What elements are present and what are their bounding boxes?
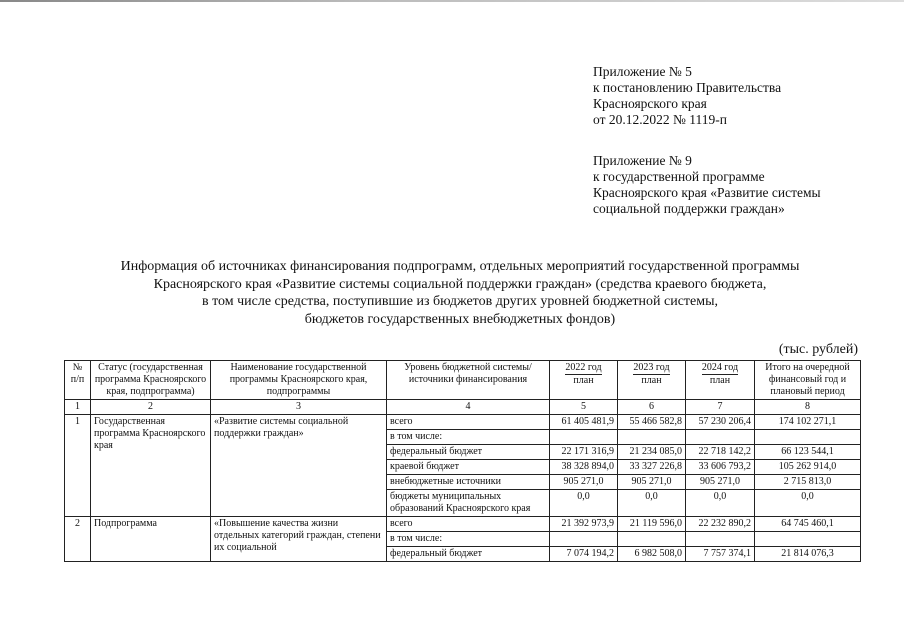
block1-total: 0,0 [755, 490, 861, 517]
block2-v2022 [550, 532, 618, 547]
table-row [65, 415, 861, 430]
document-title [60, 258, 860, 328]
block1-level: внебюджетные источники [387, 475, 550, 490]
block1-level: в том числе: [387, 430, 550, 445]
block2-name: «Повышение качества жизни отдельных категорий граждан, степени их социальной [211, 517, 387, 562]
block1-level: всего [387, 415, 550, 430]
colnum-6: 6 [618, 400, 686, 415]
block1-v2023: 905 271,0 [618, 475, 686, 490]
appendix-5-line1: Приложение № 5 [593, 64, 692, 79]
header-2023-plan: план [641, 375, 662, 386]
block2-v2024 [686, 532, 755, 547]
block1-total: 105 262 914,0 [755, 460, 861, 475]
block2-status: Подпрограмма [91, 517, 211, 562]
colnum-4: 4 [387, 400, 550, 415]
block2-v2024: 7 757 374,1 [686, 547, 755, 562]
block1-total: 2 715 813,0 [755, 475, 861, 490]
block1-total: 174 102 271,1 [755, 415, 861, 430]
appendix-9-line1: Приложение № 9 [593, 153, 692, 168]
colnum-5: 5 [550, 400, 618, 415]
block1-v2024 [686, 430, 755, 445]
header-level: Уровень бюджетной системы/ источники финансирования [387, 361, 550, 400]
block1-level: бюджеты муниципальных образований Красноярского края [387, 490, 550, 517]
appendix-5-line2: к постановлению Правительства [593, 80, 782, 95]
appendix-9-line3: Красноярского края «Развитие системы [593, 185, 821, 200]
block1-v2023: 33 327 226,8 [618, 460, 686, 475]
block1-v2024: 905 271,0 [686, 475, 755, 490]
title-line2: Красноярского края «Развитие системы социальной поддержки граждан» (средства краевого бюджета, [153, 276, 767, 292]
block2-total: 21 814 076,3 [755, 547, 861, 562]
block2-num: 2 [65, 517, 91, 562]
title-line3: в том числе средства, поступившие из бюджетов других уровней бюджетной системы, [201, 294, 719, 309]
block1-v2022: 61 405 481,9 [550, 415, 618, 430]
block1-total [755, 430, 861, 445]
header-2024-plan: план [709, 375, 731, 386]
block1-level: федеральный бюджет [387, 445, 550, 460]
block2-v2023 [618, 532, 686, 547]
table-row [65, 517, 861, 532]
block2-total [755, 532, 861, 547]
block1-v2023 [618, 430, 686, 445]
colnum-3: 3 [211, 400, 387, 415]
block1-v2024: 57 230 206,4 [686, 415, 755, 430]
block2-total: 64 745 460,1 [755, 517, 861, 532]
appendix-5-block [593, 64, 781, 128]
top-edge-line [0, 0, 904, 2]
block1-v2023: 55 466 582,8 [618, 415, 686, 430]
header-2023 [618, 361, 686, 400]
colnum-8: 8 [755, 400, 861, 415]
column-number-row [65, 400, 861, 415]
header-2022 [550, 361, 618, 400]
header-2024 [686, 361, 755, 400]
title-line4: бюджетов государственных внебюджетных фондов) [304, 311, 616, 327]
block1-v2024: 33 606 793,2 [686, 460, 755, 475]
header-2023-year: 2023 год [633, 362, 670, 373]
block1-v2024: 22 718 142,2 [686, 445, 755, 460]
colnum-1: 1 [65, 400, 91, 415]
header-name: Наименование государственной программы Красноярского края, подпрограммы [211, 361, 387, 400]
block2-level: федеральный бюджет [387, 547, 550, 562]
appendix-9-line4: социальной поддержки граждан» [593, 201, 785, 216]
block1-status: Государственная программа Красноярского края [91, 415, 211, 517]
block2-level: в том числе: [387, 532, 550, 547]
table-header-row [65, 361, 861, 400]
block2-level: всего [387, 517, 550, 532]
header-2022-plan: план [573, 375, 594, 386]
appendix-9-block [593, 153, 821, 217]
financing-table [64, 360, 861, 562]
block1-v2022: 22 171 316,9 [550, 445, 618, 460]
block1-v2023: 21 234 085,0 [618, 445, 686, 460]
title-line1: Информация об источниках финансирования подпрограмм, отдельных мероприятий государственной программы [120, 259, 800, 274]
header-status: Статус (государственная программа Красноярского края, подпрограмма) [91, 361, 211, 400]
appendix-5-line4: от 20.12.2022 № 1119-п [593, 112, 727, 127]
block1-level: краевой бюджет [387, 460, 550, 475]
block2-v2023: 21 119 596,0 [618, 517, 686, 532]
header-2024-year: 2024 год [701, 362, 739, 373]
block2-v2022: 7 074 194,2 [550, 547, 618, 562]
block2-v2022: 21 392 973,9 [550, 517, 618, 532]
header-total: Итого на очередной финансовый год и плановый период [755, 361, 861, 400]
appendix-5-line3: Красноярского края [593, 96, 707, 111]
block1-v2023: 0,0 [618, 490, 686, 517]
block1-total: 66 123 544,1 [755, 445, 861, 460]
block1-v2022: 905 271,0 [550, 475, 618, 490]
appendix-9-line2: к государственной программе [593, 169, 765, 184]
block2-v2024: 22 232 890,2 [686, 517, 755, 532]
block1-num: 1 [65, 415, 91, 517]
block2-v2023: 6 982 508,0 [618, 547, 686, 562]
unit-label: (тыс. рублей) [778, 342, 858, 357]
block1-v2022: 0,0 [550, 490, 618, 517]
block1-name: «Развитие системы социальной поддержки граждан» [211, 415, 387, 517]
colnum-7: 7 [686, 400, 755, 415]
header-num: № п/п [65, 361, 91, 400]
header-2022-year: 2022 год [565, 362, 602, 373]
colnum-2: 2 [91, 400, 211, 415]
block1-v2022 [550, 430, 618, 445]
block1-v2022: 38 328 894,0 [550, 460, 618, 475]
block1-v2024: 0,0 [686, 490, 755, 517]
